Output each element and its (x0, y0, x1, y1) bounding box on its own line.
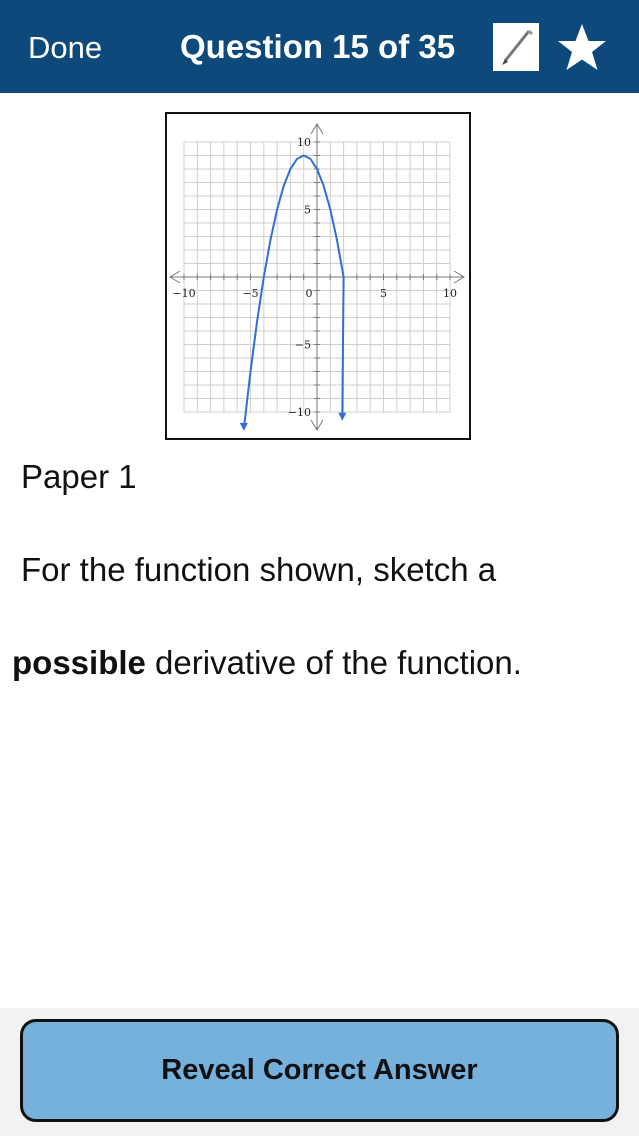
y-tick-label: 10 (297, 136, 311, 149)
x-tick-label: −10 (172, 287, 196, 300)
pencil-note-icon[interactable] (493, 23, 539, 71)
question-counter-title: Question 15 of 35 (180, 28, 456, 65)
navigation-bar (0, 0, 639, 93)
curve-arrow-left (240, 423, 248, 431)
x-tick-label: 10 (443, 287, 457, 300)
star-icon[interactable] (555, 22, 609, 74)
reveal-answer-label: Reveal Correct Answer (161, 1054, 478, 1086)
question-text-rest: derivative of the function. (145, 644, 522, 681)
reveal-answer-button[interactable] (20, 1019, 619, 1122)
function-graph (165, 112, 471, 440)
function-curve-tail (342, 277, 343, 419)
question-text-line2 (12, 644, 522, 682)
x-tick-label: 0 (305, 287, 313, 300)
question-emphasis: possible (12, 644, 146, 681)
question-text-line1: For the function shown, sketch a (21, 551, 497, 588)
done-button[interactable]: Done (28, 30, 103, 65)
curve-arrow-right (338, 413, 346, 421)
y-tick-label: −10 (287, 406, 311, 419)
function-curve (244, 156, 344, 429)
x-tick-label: 5 (380, 287, 387, 300)
y-tick-label: 5 (304, 203, 311, 217)
y-tick-label: −5 (294, 338, 311, 352)
x-tick-label: −5 (242, 287, 259, 300)
paper-label: Paper 1 (21, 458, 137, 495)
